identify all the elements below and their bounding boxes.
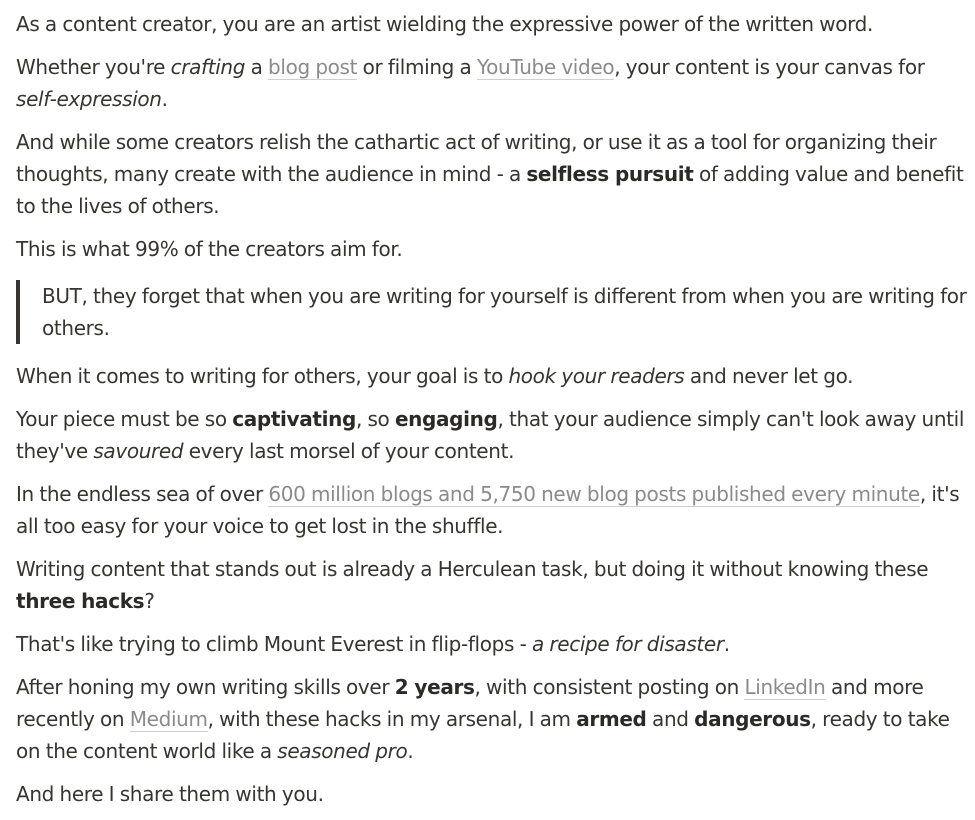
blockquote-text	[42, 280, 967, 344]
text-segment: , so	[355, 407, 395, 431]
text-segment: or filming a	[357, 55, 477, 79]
text-segment: of adding value and benefit to the lives of others.	[16, 162, 964, 218]
bold-two-years: 2 years	[394, 675, 475, 699]
paragraph-hook	[16, 360, 967, 392]
bold-three-hacks: three hacks	[16, 589, 145, 613]
text-segment: .	[407, 739, 414, 763]
italic-seasoned-pro: seasoned pro	[277, 739, 408, 763]
text-segment: and more recently on	[16, 675, 924, 731]
blog-stats-link[interactable]: 600 million blogs and 5,750 new blog posts published every minute	[268, 482, 920, 506]
text-segment: Whether you're	[16, 55, 171, 79]
paragraph-share	[16, 778, 967, 810]
bold-captivating: captivating	[232, 407, 356, 431]
blockquote	[16, 280, 967, 344]
bold-engaging: engaging	[394, 407, 498, 431]
linkedin-link[interactable]: LinkedIn	[744, 675, 826, 699]
italic-recipe-for-disaster: a recipe for disaster	[531, 632, 724, 656]
text-segment: and	[646, 707, 695, 731]
paragraph-aim-text: This is what 99% of the creators aim for.	[16, 237, 403, 261]
text-segment: every last morsel of your content.	[183, 439, 515, 463]
paragraph-intro-text: As a content creator, you are an artist wielding the expressive power of the written word.	[16, 12, 874, 36]
text-segment: , with consistent posting on	[474, 675, 745, 699]
text-segment: a	[245, 55, 269, 79]
text-segment: When it comes to writing for others, your goal is to	[16, 364, 509, 388]
text-segment: .	[161, 87, 168, 111]
text-segment: .	[723, 632, 730, 656]
paragraph-captivating	[16, 403, 967, 467]
text-segment: , that your audience simply can't look away until they've	[16, 407, 965, 463]
text-segment: That's like trying to climb Mount Everest in flip-flops -	[16, 632, 532, 656]
text-segment: , it's all too easy for your voice to get lost in the shuffle.	[16, 482, 960, 538]
bold-armed: armed	[576, 707, 647, 731]
text-segment: , with these hacks in my arsenal, I am	[207, 707, 577, 731]
paragraph-audience	[16, 126, 967, 222]
paragraph-experience	[16, 671, 967, 767]
paragraph-everest	[16, 628, 967, 660]
text-segment: , ready to take on the content world like a	[16, 707, 950, 763]
paragraph-herculean	[16, 553, 967, 617]
text-segment: and never let go.	[684, 364, 854, 388]
bold-dangerous: dangerous	[694, 707, 811, 731]
paragraph-share-text: And here I share them with you.	[16, 782, 324, 806]
medium-link[interactable]: Medium	[129, 707, 208, 731]
paragraph-aim	[16, 233, 967, 265]
blog-post-link[interactable]: blog post	[268, 55, 358, 79]
youtube-video-link[interactable]: YouTube video	[476, 55, 615, 79]
bold-selfless-pursuit: selfless pursuit	[526, 162, 694, 186]
text-segment: In the endless sea of over	[16, 482, 269, 506]
text-segment: After honing my own writing skills over	[16, 675, 395, 699]
text-segment: Your piece must be so	[16, 407, 233, 431]
text-segment: ?	[144, 589, 155, 613]
italic-self-expression: self-expression	[16, 87, 162, 111]
italic-hook-your-readers: hook your readers	[508, 364, 685, 388]
paragraph-intro	[16, 8, 967, 40]
paragraph-sea	[16, 478, 967, 542]
quote-text: BUT, they forget that when you are writing for yourself is different from when you are writing for others.	[42, 284, 967, 340]
paragraph-canvas	[16, 51, 967, 115]
italic-crafting: crafting	[170, 55, 246, 79]
text-segment: And while some creators relish the cathartic act of writing, or use it as a tool for organizing their thoughts, many create with the audience in mind - a	[16, 130, 937, 186]
italic-savoured: savoured	[93, 439, 184, 463]
text-segment: Writing content that stands out is already a Herculean task, but doing it without knowing these	[16, 557, 929, 581]
text-segment: , your content is your canvas for	[614, 55, 925, 79]
